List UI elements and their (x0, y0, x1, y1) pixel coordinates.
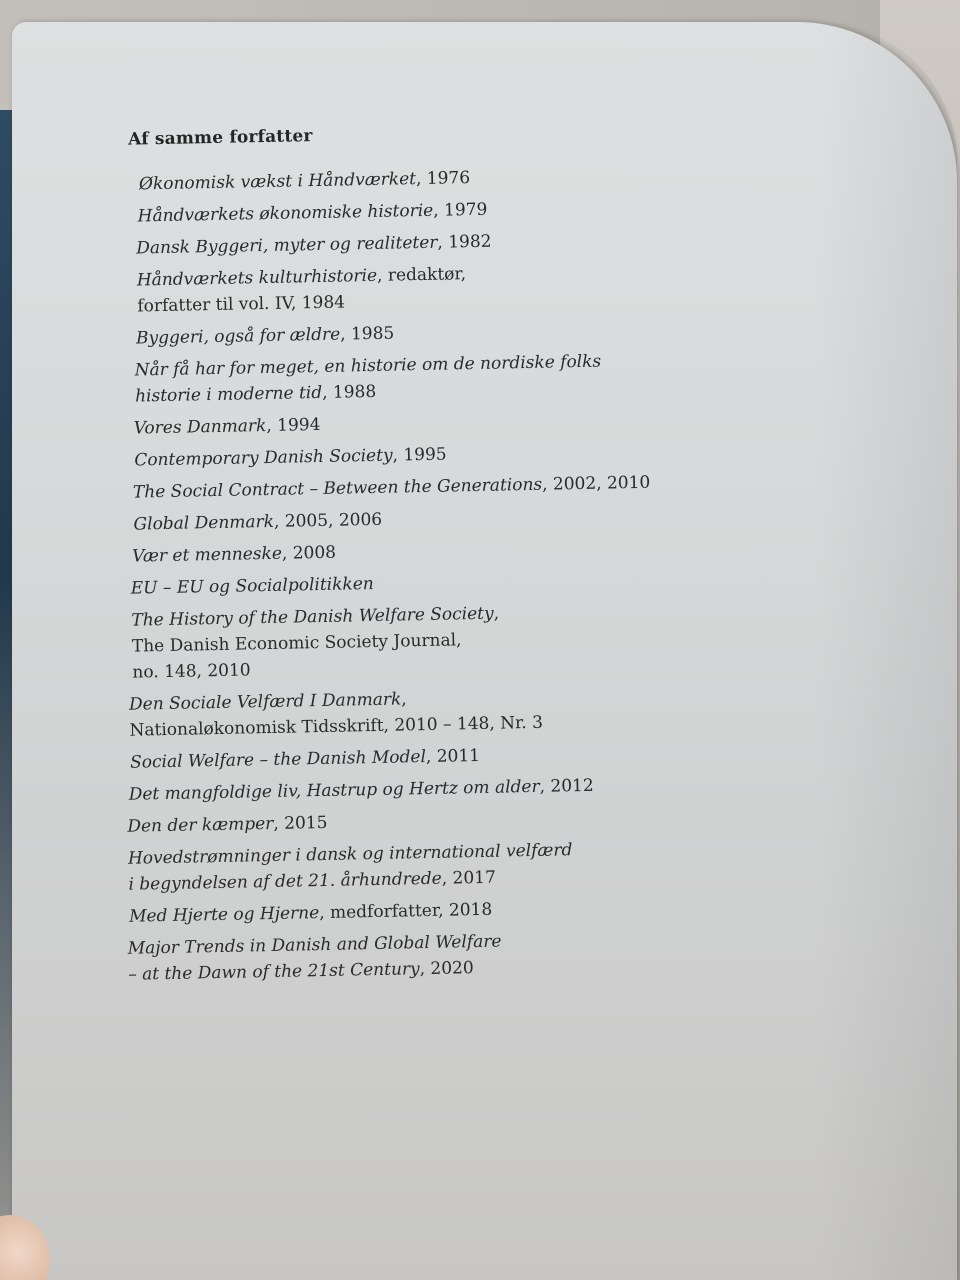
entry-details: no. 148, 2010 (132, 660, 251, 683)
entry-line (133, 500, 715, 537)
entry-title: Det mangfoldige liv, Hastrup og Hertz om alder (128, 776, 540, 805)
entry-title: EU – EU og Socialpolitikken (130, 573, 374, 599)
entry-title: Økonomisk vækst i Håndværket (138, 169, 417, 195)
entry-details: , 1982 (437, 231, 492, 253)
bibliography-entry (131, 596, 718, 685)
entry-details: Nationaløkonomisk Tidsskrift, 2010 – 148, Nr. 3 (129, 712, 544, 741)
entry-title: Vores Danmark (133, 416, 267, 439)
entry-line (133, 404, 713, 441)
bibliography-entry (134, 436, 714, 473)
entry-line (136, 224, 710, 261)
bibliography-list (109, 160, 725, 987)
entry-details: , medforfatter, 2018 (319, 899, 493, 924)
entry-details: , 2011 (425, 745, 481, 768)
bibliography-entry (137, 256, 712, 319)
entry-details: The Danish Economic Society Journal, (131, 630, 462, 657)
bibliography-entry (139, 160, 709, 197)
entry-details: , (401, 689, 407, 710)
entry-title: Contemporary Danish Society (134, 445, 393, 471)
bibliography-entry (132, 532, 716, 569)
bibliography-entry (127, 924, 724, 987)
entry-title: Den Sociale Velfærd I Danmark (128, 689, 402, 715)
entry-details: , 1985 (339, 323, 395, 345)
entry-title: Social Welfare – the Danish Model (129, 747, 427, 773)
entry-line (129, 892, 723, 929)
bibliography-entry (136, 314, 712, 351)
bibliography-entry (133, 500, 715, 537)
entry-line (133, 468, 715, 505)
entry-details: , redaktør, (376, 264, 467, 286)
entry-details: , 2005, 2006 (273, 509, 383, 532)
entry-details: , (493, 603, 500, 624)
entry-details: , 2020 (419, 958, 474, 980)
bibliography-entry (136, 224, 710, 261)
entry-line (127, 802, 721, 839)
bibliography-entry (133, 468, 715, 505)
entry-line (137, 192, 709, 229)
entry-line (132, 532, 716, 569)
entry-details: forfatter til vol. IV, 1984 (137, 292, 346, 317)
page-curl-shadow (817, 22, 957, 1280)
entry-details: , 2012 (539, 775, 594, 797)
entry-title: historie i moderne tid (134, 382, 323, 407)
entry-details: , 1979 (433, 199, 488, 221)
entry-title: Vær et menneske (132, 543, 283, 567)
entry-title: Med Hjerte og Hjerne (128, 903, 320, 927)
bibliography-entry (137, 192, 709, 229)
bibliography-entry (129, 770, 721, 807)
bibliography-entry (129, 892, 723, 929)
entry-details: , 1995 (392, 444, 447, 466)
entry-title: Major Trends in Danish and Global Welfare (127, 931, 502, 959)
entry-title: Dansk Byggeri, myter og realiteter (136, 232, 438, 259)
entry-details: , 2015 (273, 812, 328, 834)
entry-title: Når få har for meget, en historie om de nordiske folks (134, 351, 602, 381)
entry-title: Byggeri, også for ældre (135, 324, 341, 349)
bibliography-entry (130, 738, 720, 775)
entry-title: Den der kæmper (127, 813, 274, 837)
entry-line (134, 436, 714, 473)
entry-line (130, 738, 720, 775)
entry-title: – at the Dawn of the 21st Century (128, 959, 420, 985)
entry-details: , 1976 (415, 168, 471, 190)
entry-title: Håndværkets kulturhistorie (136, 265, 378, 291)
page-content (108, 118, 724, 993)
entry-title: Håndværkets økonomiske historie (137, 200, 434, 227)
entry-details: , 1994 (266, 414, 321, 437)
entry-details: , 2008 (281, 542, 337, 564)
bibliography-entry (133, 404, 713, 441)
entry-line (136, 314, 712, 351)
entry-details: , 2002, 2010 (541, 472, 651, 495)
entry-title: The History of the Danish Welfare Society (131, 603, 494, 631)
entry-title: i begyndelsen af det 21. århundrede (128, 868, 442, 895)
entry-line (129, 770, 721, 807)
bibliography-entry (128, 834, 723, 897)
entry-title: Hovedstrømninger i dansk og international velfærd (127, 840, 573, 869)
entry-line (139, 160, 709, 197)
entry-details: , 2017 (441, 867, 497, 889)
bibliography-entry (129, 680, 720, 743)
page-heading: Af samme forfatter (127, 126, 313, 150)
entry-title: Global Denmark (133, 511, 275, 535)
entry-title: The Social Contract – Between the Generations (132, 474, 543, 503)
bibliography-entry (127, 802, 721, 839)
bibliography-entry (131, 564, 717, 601)
entry-line (131, 564, 717, 601)
bibliography-entry (134, 346, 713, 409)
entry-details: , 1988 (321, 381, 377, 403)
